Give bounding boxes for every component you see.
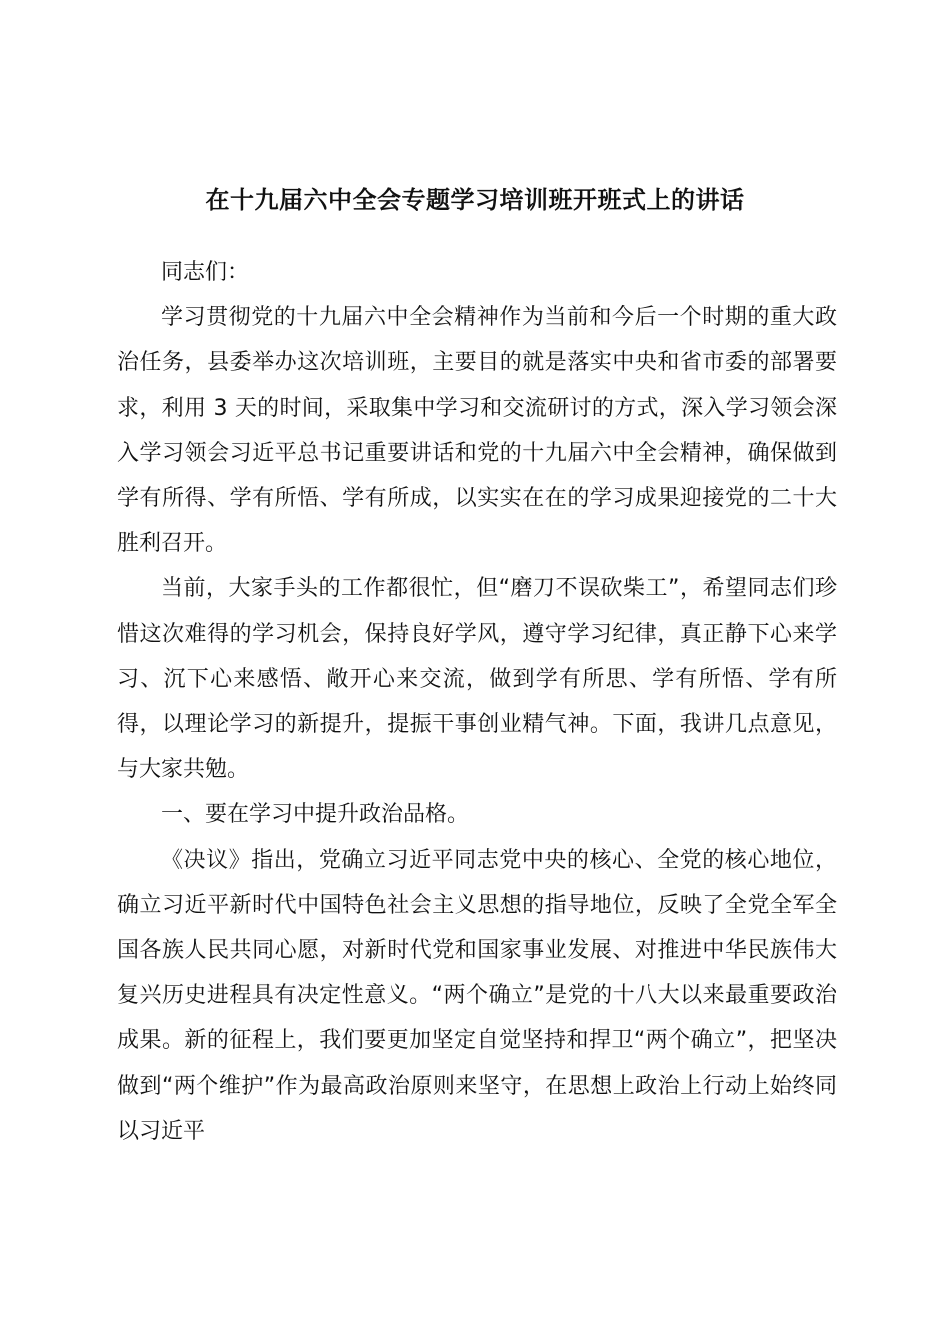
salutation-paragraph: 同志们：: [161, 260, 250, 285]
body-paragraph: 《决议》指出，党确立习近平同志党中央的核心、全党的核心地位，确立习近平新时代中国特色社会主义思想的指导地位，反映了全党全军全国各族人民共同心愿，对新时代党和国家事业发展、对推进中华民族伟大复兴历史进程具有决定性意义。“两个确立”是党的十八大以来最重要政治成果。新的征程上，我们要更加坚定自觉坚持和捍卫“两个确立”，把坚决做到“两个维护”作为最高政治原则来坚守，在思想上政治上行动上始终同以习近平: [117, 847, 837, 1144]
document-body: [117, 250, 837, 1154]
document-title: 在十九届六中全会专题学习培训班开班式上的讲话: [205, 186, 745, 214]
section-heading: 一、要在学习中提升政治品格。: [161, 802, 470, 828]
body-paragraph: 学习贯彻党的十九届六中全会精神作为当前和今后一个时期的重大政治任务，县委举办这次培训班，主要目的就是落实中央和省市委的部署要求，利用 3 天的时间，采取集中学习和交流研讨的方式，深入学习领会深入学习领会习近平总书记重要讲话和党的十九届六中全会精神，确保做到学有所得、学有所悟、学有所成，以实实在在的学习成果迎接党的二十大胜利召开。: [117, 305, 837, 557]
body-paragraph: 当前，大家手头的工作都很忙，但“磨刀不误砍柴工”，希望同志们珍惜这次难得的学习机会，保持良好学风，遵守学习纪律，真正静下心来学习、沉下心来感悟、敞开心来交流，做到学有所思、学有所悟、学有所得，以理论学习的新提升，提振干事创业精气神。下面，我讲几点意见，与大家共勉。: [117, 576, 837, 783]
